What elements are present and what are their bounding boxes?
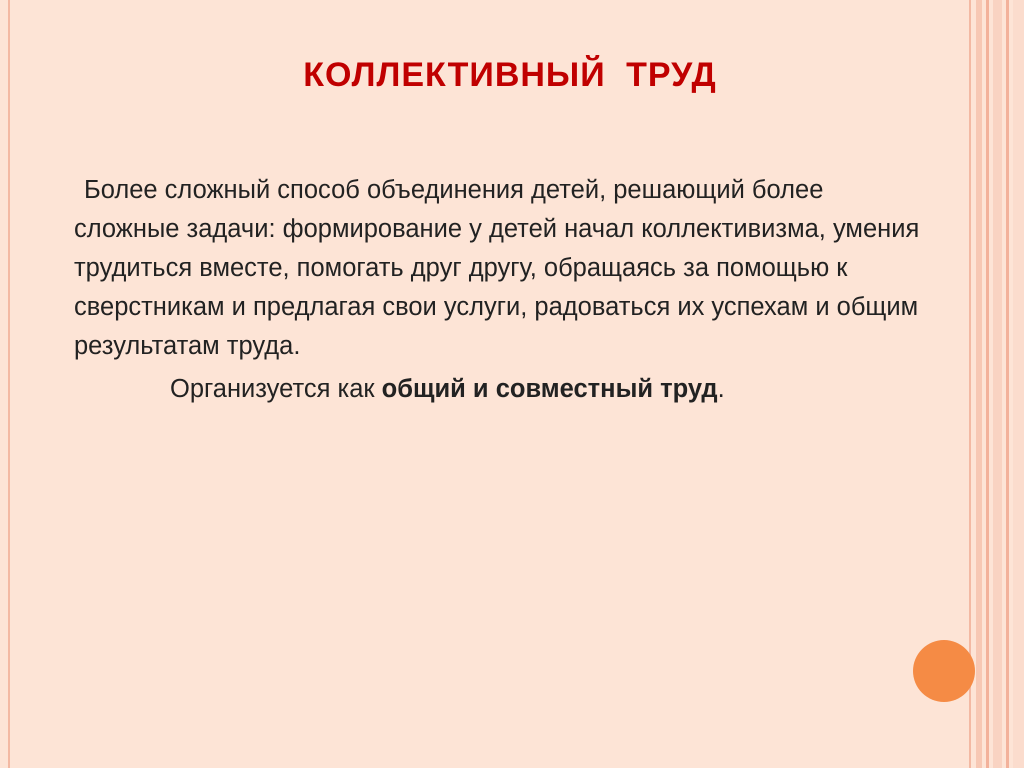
orange-circle-decoration <box>913 640 975 702</box>
body-paragraph: Более сложный способ объединения детей, решающий более сложные задачи: формирование у детей начал коллективизма, умения трудиться вместе, помогать друг другу, обращаясь за помощью к сверстникам и предлагая свои услуги, радоваться их успехам и общим результатам труда. <box>74 176 920 360</box>
body-paragraph-summary <box>74 370 924 409</box>
decorative-stripe <box>993 0 1002 768</box>
decorative-stripe <box>976 0 982 768</box>
decorative-stripe <box>986 0 989 768</box>
summary-tail-text: . <box>717 375 725 403</box>
decorative-stripe <box>1013 0 1024 768</box>
slide-body <box>74 171 924 409</box>
slide-title: КОЛЛЕКТИВНЫЙ ТРУД <box>303 56 717 94</box>
summary-bold-text: общий и совместный труд <box>381 375 718 403</box>
summary-lead-text: Организуется как <box>170 375 382 403</box>
decorative-stripe <box>1006 0 1009 768</box>
